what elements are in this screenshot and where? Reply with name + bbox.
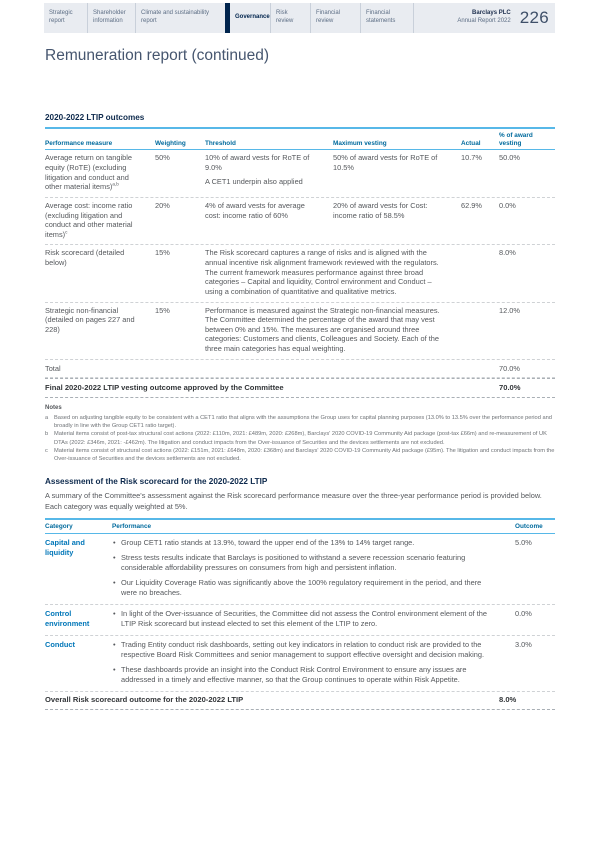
table-row-rote [45, 150, 555, 198]
footnote-marker: a,b [112, 181, 119, 187]
final-outcome-value: 70.0% [499, 383, 521, 393]
footnote-marker: c [65, 229, 68, 235]
description-cell: The Risk scorecard captures a range of risks and is aligned with the annual incentive risk alignment framework reviewed with the regulators. The current framework measures performance against three broad categories – Capital and liquidity, Control environment and Conduct – using a combination of quantitative and qualitative metrics. [205, 248, 439, 296]
table-row-total [45, 360, 555, 379]
actual-cell: 10.7% [461, 153, 482, 163]
col-maximum-vesting: Maximum vesting [333, 139, 387, 147]
note-c: c Material items consist of structural cost actions (2022: £151m, 2021: £648m, 2020: £368m) and Barclays' 2020 COVID-19 Community Aid package (£95m). The litigation and conduct impacts from the Over-issuance of Securities and the devices settlements are not excluded. [45, 447, 555, 463]
vesting-cell: 12.0% [499, 305, 520, 315]
brand-text [457, 10, 510, 26]
nav-tab-financial-statements[interactable]: Financial statements [360, 3, 413, 33]
final-outcome-label: Final 2020-2022 LTIP vesting outcome approved by the Committee [45, 383, 284, 393]
threshold-cell: 10% of award vests for RoTE of 9.0% A CET1 underpin also applied [205, 153, 310, 186]
outcome-cell: 3.0% [515, 639, 532, 649]
actual-cell [461, 306, 499, 354]
ltip-section-heading: 2020-2022 LTIP outcomes [45, 113, 145, 122]
threshold-cell: 4% of award vests for average cost: income ratio of 60% [205, 200, 305, 220]
measure-cell: Risk scorecard (detailed below) [45, 248, 125, 267]
maximum-cell: 50% of award vests for RoTE of 10.5% [333, 153, 438, 172]
table-row-strategic-non-financial [45, 303, 555, 360]
weighting-cell: 20% [155, 200, 170, 210]
measure-cell: Average cost: income ratio (excluding litigation and conduct and other material items)$^c$ [45, 200, 133, 239]
table-row-cost-income [45, 198, 555, 246]
performance-cell [112, 640, 515, 685]
ltip-table-header [45, 129, 555, 150]
col-category: Category [45, 523, 73, 531]
col-threshold: Threshold [205, 139, 236, 147]
page-title: Remuneration report (continued) [45, 47, 270, 64]
col-performance: Performance [112, 523, 152, 531]
risk-scorecard-table [45, 518, 555, 710]
bullet-item: • Our Liquidity Coverage Ratio was significantly above the 100% regulatory requirement in the period, and there were no breaches. [112, 578, 499, 598]
risk-table-header [45, 520, 555, 534]
measure-cell: Strategic non-financial (detailed on pages 227 and 228) [45, 305, 135, 334]
bullet-item: • Trading Entity conduct risk dashboards, setting out key indicators in relation to conduct risk are provided to the respective Board Risk Committees and senior management to support effective oversight and decision making. [112, 640, 499, 660]
overall-outcome-label: Overall Risk scorecard outcome for the 2020-2022 LTIP [45, 694, 244, 704]
outcome-cell: 0.0% [515, 608, 532, 618]
total-label: Total [45, 363, 61, 373]
performance-cell [112, 538, 515, 598]
actual-cell [461, 248, 499, 296]
performance-cell [112, 609, 515, 629]
ltip-outcomes-table [45, 127, 555, 398]
vesting-cell: 8.0% [499, 248, 516, 258]
col-performance-measure: Performance measure [45, 139, 113, 147]
measure-cell: Average return on tangible equity (RoTE) (excluding litigation and conduct and other material items)$^{a,b}$ [45, 153, 132, 192]
nav-tab-strategic-report[interactable]: Strategic report [49, 10, 73, 24]
risk-row-overall-outcome [45, 691, 555, 710]
page-number: 226 [519, 7, 549, 27]
weighting-cell: 15% [155, 248, 170, 258]
weighting-cell: 15% [155, 305, 170, 315]
vesting-cell: 0.0% [499, 200, 516, 210]
nav-tab-shareholder-information[interactable]: Shareholder information [87, 3, 135, 33]
col-weighting: Weighting [155, 139, 186, 147]
risk-section-intro: A summary of the Committee's assessment against the Risk scorecard performance measure over the three-year performance period is provided below. Each category was equally weighted at 5%. [45, 491, 542, 511]
overall-outcome-value: 8.0% [499, 694, 517, 704]
category-cell: Capital and liquidity [45, 537, 85, 557]
nav-tab-financial-review[interactable]: Financial review [310, 3, 360, 33]
brand-block [413, 3, 555, 33]
table-row-final-outcome [45, 378, 555, 398]
vesting-cell: 50.0% [499, 153, 520, 163]
nav-tab-governance-active[interactable]: Governance [225, 3, 270, 33]
bullet-item: • These dashboards provide an insight into the Conduct Risk Control Environment to ensure any issues are addressed in a timely and effective manner, so that the Group continues to operate within Risk Appetite. [112, 665, 499, 685]
notes-section [45, 404, 555, 463]
nav-tab-climate-sustainability[interactable]: Climate and sustainability report [135, 3, 225, 33]
risk-row-control-environment [45, 605, 555, 636]
bullet-item: • In light of the Over-issuance of Securities, the Committee did not assess the Control environment element of the LTIP Risk scorecard but instead elected to set this element of the LTIP to zero. [112, 609, 499, 629]
col-actual: Actual [461, 139, 481, 147]
col-outcome: Outcome [515, 523, 543, 531]
table-row-risk-scorecard [45, 245, 555, 302]
note-a: a Based on adjusting tangible equity to be consistent with a CET1 ratio that aligns with the assumptions the Group uses for capital planning purposes (13.0% to 13.5% over the performance period and broadly in line with the Group CET1 ratio target). [45, 414, 552, 430]
weighting-cell: 50% [155, 153, 170, 163]
description-cell: Performance is measured against the Strategic non-financial measures. The Committee determined the percentage of the award that may vest between 0% and 15%. The measures are organised around three categories: Customers and clients, Colleagues and Society. Each of the three main categories has equal weighting. [205, 305, 440, 353]
risk-section-heading: Assessment of the Risk scorecard for the 2020-2022 LTIP [45, 477, 268, 487]
risk-row-capital-liquidity [45, 534, 555, 605]
outcome-cell: 5.0% [515, 537, 532, 547]
category-cell: Control environment [45, 608, 90, 628]
total-value: 70.0% [499, 363, 520, 373]
notes-heading: Notes [45, 405, 62, 412]
bullet-item: • Stress tests results indicate that Barclays is positioned to withstand a severe recession scenario featuring considerable affordability pressures on consumers from high and persistent inflation. [112, 553, 499, 573]
bullet-item: • Group CET1 ratio stands at 13.9%, toward the upper end of the 13% to 14% target range. [112, 538, 499, 548]
maximum-cell: 20% of award vests for Cost: income ratio of 58.5% [333, 200, 428, 220]
top-nav [44, 3, 555, 33]
note-b: b Material items consist of post-tax structural cost actions (2022: £110m, 2021: £489m, 2020: £268m), Barclays' 2020 COVID-19 Community Aid package (post-tax £66m) and re-measurement of UK DTAs (2022: £346m, 2021: -£462m). The litigation and conduct impacts from the Over-issuance of Securities and the devices settlements are not excluded. [45, 431, 547, 446]
brand-name: Barclays PLC [472, 10, 511, 17]
category-cell: Conduct [45, 639, 75, 649]
col-award-vesting: % of award vesting [499, 132, 533, 147]
actual-cell: 62.9% [461, 200, 482, 210]
risk-row-conduct [45, 636, 555, 692]
nav-tab-risk-review[interactable]: Risk review [270, 3, 310, 33]
brand-subtitle: Annual Report 2022 [457, 18, 511, 24]
